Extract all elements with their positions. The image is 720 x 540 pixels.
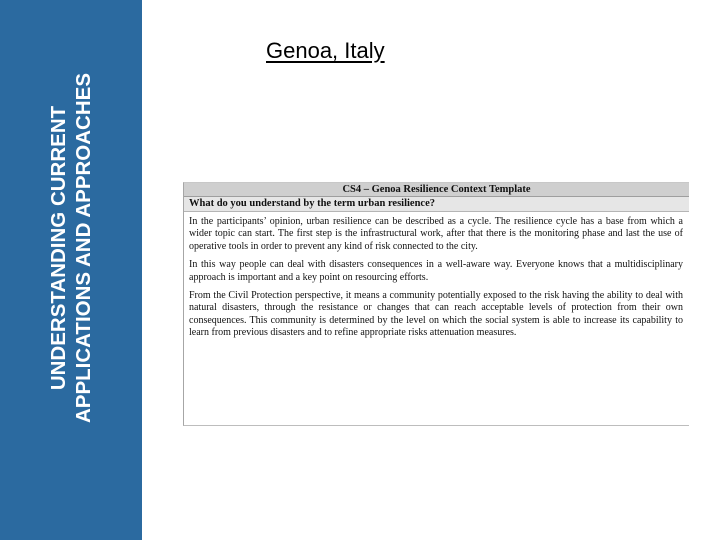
section-title	[46, 0, 96, 498]
template-paragraph: In the participants’ opinion, urban resilience can be described as a cycle. The resilience cycle has a base from which a wider topic can start. The first step is the infrastructural work, after that there is the monitoring phase and last the use of operative tools in order to prevent any kind of risk connected to the city.	[189, 216, 683, 252]
template-question: What do you understand by the term urban resilience?	[184, 197, 689, 212]
template-body	[184, 212, 689, 340]
section-title-line-2: APPLICATIONS AND APPROACHES	[72, 72, 95, 424]
template-paragraph: In this way people can deal with disasters consequences in a well-aware way. Everyone knows that a multidisciplinary approach is important and a key point on resourcing efforts.	[189, 259, 683, 283]
slide-title: Genoa, Italy	[266, 38, 385, 63]
template-header: CS4 – Genoa Resilience Context Template	[184, 183, 689, 197]
sidebar-band	[0, 0, 142, 540]
template-paragraph: From the Civil Protection perspective, it means a community potentially exposed to the risk having the ability to deal with natural disasters, through the resistance or changes that can reach acceptable levels of protection from their own consequences. This community is determined by the level on which the social system is able to increase its capability to learn from previous disasters and to refine appropriate risks attenuation measures.	[189, 290, 683, 339]
resilience-template-excerpt	[183, 182, 689, 426]
section-title-line-1: UNDERSTANDING CURRENT	[47, 105, 70, 391]
